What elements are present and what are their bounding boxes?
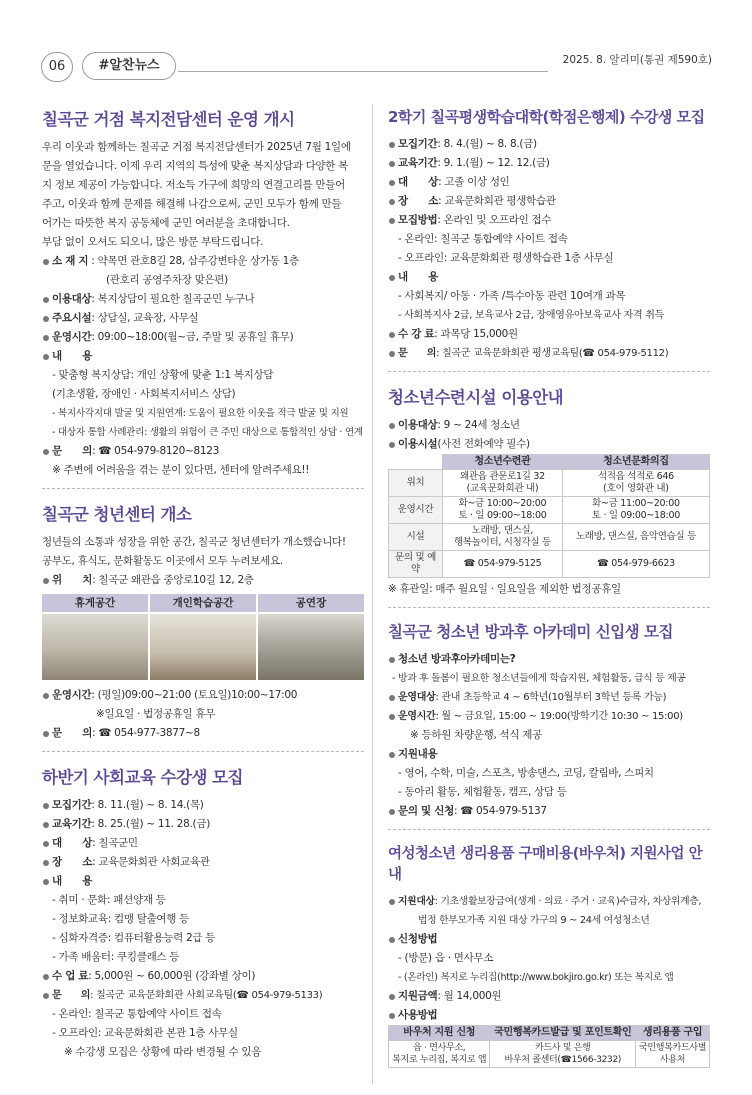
article-title: 칠곡군 청소년 방과후 아카데미 신입생 모집 xyxy=(388,623,673,641)
column-divider xyxy=(372,104,373,1084)
intro-line: 어가는 따뜻한 복지 공동체에 군민 여러분을 초대합니다. xyxy=(42,217,290,229)
table-cell xyxy=(389,1041,490,1068)
item-key: 모집기간 xyxy=(398,138,438,150)
page-header xyxy=(0,0,752,92)
column-header: 청소년문화의집 xyxy=(562,455,709,470)
cell-line: 노래방, 댄스실, xyxy=(471,525,534,536)
article-title: 칠곡군 청년센터 개소 xyxy=(42,505,192,524)
item-value: : 칠곡군 교육문화회관 사회교육팀(☎ 054-979-5133) xyxy=(90,990,323,1001)
item-value: : 칠곡군 교육문화회관 평생교육팀(☎ 054-979-5112) xyxy=(436,348,669,359)
cell-line: (호이 영화관 내) xyxy=(603,483,669,494)
article-title: 2학기 칠곡평생학습대학(학점은행제) 수강생 모집 xyxy=(388,108,705,126)
table-cell xyxy=(443,551,563,578)
item-key: 문 의 xyxy=(52,990,91,1001)
contact-item xyxy=(42,986,364,1005)
article-title: 청소년수련시설 이용안내 xyxy=(388,388,564,407)
content-line: - 사회복지/ 아동 · 가족 /특수아동 관련 10여개 과목 xyxy=(398,290,626,302)
intro-line: 청년들의 소통과 성장을 위한 공간, 칠곡군 청년센터가 개소했습니다! xyxy=(42,536,346,548)
intro-line: 공부도, 휴식도, 문화활동도 이곳에서 모두 누려보세요. xyxy=(42,555,283,567)
cell-line: 노래방, 댄스실, 음악연습실 등 xyxy=(575,531,696,542)
table-header-row xyxy=(389,1026,710,1041)
cell-line: 토 · 일 09:00~18:00 xyxy=(591,510,680,521)
study-room-photo xyxy=(150,614,256,680)
lounge-photo xyxy=(42,614,148,680)
item-key: 이용대상 xyxy=(52,293,92,305)
intro-line: 문을 열었습니다. 이제 우리 지역의 특성에 맞춘 복지상담과 다양한 복 xyxy=(42,160,348,172)
item-value: : 칠곡군민 xyxy=(92,837,138,849)
edu-period-item xyxy=(388,154,710,173)
lifelong-learning-article xyxy=(388,106,710,363)
row-header: 문의 및 예약 xyxy=(389,551,443,578)
item-value: : ☎ 054-979-8120~8123 xyxy=(92,445,219,457)
recruit-item xyxy=(388,135,710,154)
item-value: : 8. 25.(월) ~ 11. 28.(금) xyxy=(91,818,210,830)
table-corner xyxy=(389,455,443,470)
table-row xyxy=(389,497,710,524)
photo-hall xyxy=(258,594,364,680)
item-value: : (평일)09:00~21:00 (토요일)10:00~17:00 xyxy=(91,689,298,701)
cell-line: ☎ 054-979-6623 xyxy=(596,558,675,569)
intro-line: 부담 없이 오셔도 되오니, 많은 방문 부탁드립니다. xyxy=(42,236,264,248)
use-item xyxy=(388,1006,710,1025)
table-row xyxy=(389,470,710,497)
item-value: : 온라인 및 오프라인 접수 xyxy=(437,214,552,226)
item-value: : 8. 11.(월) ~ 8. 14.(목) xyxy=(91,799,204,811)
cell-line: 국민행복카드사별 xyxy=(639,1043,707,1053)
item-value: : 9 ~ 24세 청소년 xyxy=(437,419,520,431)
content-line: - 정보화교육: 컴맹 탈출여행 등 xyxy=(52,913,189,925)
section-divider xyxy=(388,371,710,372)
table-cell xyxy=(443,470,563,497)
table-cell xyxy=(562,470,709,497)
what-line: - 방과 후 돌봄이 필요한 청소년들에게 학습지원, 체험활동, 급식 등 제공 xyxy=(392,673,686,684)
cell-line: ☎ 054-979-5125 xyxy=(463,558,542,569)
recruit-item xyxy=(42,796,364,815)
amount-item xyxy=(388,987,710,1006)
performance-hall-photo xyxy=(258,614,364,680)
table-cell xyxy=(562,497,709,524)
section-divider xyxy=(388,607,710,608)
item-value: : 8. 4.(월) ~ 8. 8.(금) xyxy=(437,138,537,150)
content-item xyxy=(42,872,364,891)
target-item xyxy=(388,688,710,707)
row-header: 위치 xyxy=(389,470,443,497)
location-item xyxy=(42,571,364,590)
table-header-row xyxy=(389,455,710,470)
hours-item xyxy=(42,328,364,347)
article-title: 칠곡군 거점 복지전담센터 운영 개시 xyxy=(42,110,295,129)
item-key: 모집방법 xyxy=(398,214,438,226)
contact-item xyxy=(42,442,364,461)
right-column xyxy=(388,106,710,1068)
target-item xyxy=(42,834,364,853)
item-key: 문의 및 신청 xyxy=(398,805,454,817)
item-value: : 09:00~18:00(월~금, 주말 및 공휴일 휴무) xyxy=(91,331,294,343)
content-line: - 맞춤형 복지상담: 개인 상황에 맞춘 1:1 복지상담 xyxy=(52,369,274,381)
item-key: 장 소 xyxy=(52,856,93,868)
photo-caption: 휴게공간 xyxy=(42,594,148,612)
method-line: - 오프라인: 교육문화회관 평생학습관 1층 사무실 xyxy=(398,252,614,264)
intro-line: 우리 이웃과 함께하는 칠곡군 거점 복지전담센터가 2025년 7월 1일에 xyxy=(42,141,351,153)
contact-item xyxy=(388,344,710,363)
cell-line: 복지로 누리집, 복지로 앱 xyxy=(392,1055,487,1065)
item-value: : 고졸 이상 성인 xyxy=(438,176,510,188)
item-key: 수 업 료 xyxy=(52,970,89,982)
item-key: 주요시설 xyxy=(52,312,92,324)
youth-center-article xyxy=(42,501,364,743)
item-key: 신청방법 xyxy=(398,933,438,945)
facility-item xyxy=(42,309,364,328)
item-key: 수 강 료 xyxy=(398,328,435,340)
target-item xyxy=(388,173,710,192)
contact-item xyxy=(42,724,364,743)
table-cell xyxy=(562,551,709,578)
section-tag: #알찬뉴스 xyxy=(82,52,176,80)
item-key: 위 치 xyxy=(52,574,93,586)
article-title: 여성청소년 생리용품 구매비용(바우처) 지원사업 안내 xyxy=(388,846,703,883)
content-line: - 복지사각지대 발굴 및 지원연계: 도움이 필요한 이웃을 적극 발굴 및 지원 xyxy=(52,408,349,419)
content-line: - 사회복지사 2급, 보육교사 2급, 장애영유아보육교사 자격 취득 xyxy=(398,310,664,321)
photo-study xyxy=(150,594,256,680)
method-line: - 온라인: 칠곡군 통합예약 사이트 접속 xyxy=(52,1008,222,1020)
column-header: 바우처 지원 신청 xyxy=(389,1026,490,1041)
content-line: - 대상자 통합 사례관리: 생활의 위험이 큰 주민 대상으로 통합적인 상담 · 연계 xyxy=(52,427,363,438)
item-key: 문 의 xyxy=(52,445,93,457)
item-key: 사용방법 xyxy=(398,1009,438,1021)
item-key: 운영시간 xyxy=(52,331,92,343)
item-key: 운영대상 xyxy=(398,692,436,703)
facility-item xyxy=(388,435,710,454)
content-item xyxy=(388,268,710,287)
address-item xyxy=(42,252,364,271)
voucher-article xyxy=(388,842,710,1068)
item-value: : 기초생활보장급여(생계 · 의료 · 주거 · 교육)수급자, 차상위계층, xyxy=(434,896,702,907)
cell-line: 토 · 일 09:00~18:00 xyxy=(458,510,547,521)
support-item xyxy=(388,745,710,764)
intro-line: 지 정보 제공이 가능합니다. 저소득 가구에 희망의 연결고리를 만들어 xyxy=(42,179,345,191)
content-item xyxy=(42,347,364,366)
item-key: 교육기간 xyxy=(398,157,438,169)
cell-line: 석적읍 석적로 646 xyxy=(597,471,674,482)
hours-item xyxy=(388,707,710,726)
item-key: 운영시간 xyxy=(398,711,436,722)
item-value: : 교육문화회관 평생학습관 xyxy=(438,195,556,207)
afterschool-academy-article xyxy=(388,620,710,821)
note: ※ 주변에 어려움을 겪는 분이 있다면, 센터에 알려주세요!! xyxy=(52,464,310,476)
content-line: - 취미 · 문화: 패션양재 등 xyxy=(52,894,166,906)
item-key: 지원금액 xyxy=(398,990,438,1002)
target-item xyxy=(42,290,364,309)
item-value: (사전 전화예약 필수) xyxy=(437,438,530,450)
table-cell xyxy=(562,524,709,551)
photo-caption: 공연장 xyxy=(258,594,364,612)
address-sub: (관호리 공영주차장 맞은편) xyxy=(106,274,228,286)
item-value: : 월 ~ 금요일, 15:00 ~ 19:00(방학기간 10:30 ~ 15:00) xyxy=(435,711,683,722)
cell-line: 왜관읍 관문로1길 32 xyxy=(460,471,545,482)
item-value: : 상담실, 교육장, 사무실 xyxy=(91,312,199,324)
item-value: : 5,000원 ~ 60,000원 (강좌별 상이) xyxy=(88,970,256,982)
column-header: 생리용품 구입 xyxy=(636,1026,710,1041)
cell-line: 화~금 10:00~20:00 xyxy=(458,498,547,509)
item-key: 이용시설 xyxy=(398,438,438,450)
item-key: 청소년 방과후아카데미는? xyxy=(398,653,516,665)
row-header: 시설 xyxy=(389,524,443,551)
item-key: 문 의 xyxy=(398,348,437,359)
target-item xyxy=(388,892,710,911)
item-key: 장 소 xyxy=(398,195,439,207)
note: ※ 수강생 모집은 상황에 따라 변경될 수 있음 xyxy=(64,1046,262,1058)
cell-line: 읍 · 면사무소, xyxy=(413,1043,466,1053)
item-key: 소 재 지 xyxy=(52,255,89,267)
left-column xyxy=(42,106,364,1062)
row-header: 운영시간 xyxy=(389,497,443,524)
hours-note: ※일요일 · 법정공휴일 휴무 xyxy=(96,708,216,720)
apply-line: - (온라인) 복지로 누리집(http://www.bokjiro.go.kr) 또는 복지로 앱 xyxy=(398,972,674,983)
item-value: : ☎ 054-979-5137 xyxy=(453,805,547,817)
table-cell xyxy=(443,497,563,524)
photo-strip xyxy=(42,594,364,680)
article-intro xyxy=(42,533,364,571)
item-key: 지원대상 xyxy=(398,896,435,907)
support-line: - 동아리 활동, 체험활동, 캠프, 상담 등 xyxy=(398,786,567,798)
issue-info: 2025. 8. 알리미(통권 제590호) xyxy=(562,54,712,66)
method-line: - 오프라인: 교육문화회관 본관 1층 사무실 xyxy=(52,1027,238,1039)
place-item xyxy=(388,192,710,211)
item-key: 문 의 xyxy=(52,727,93,739)
target-item xyxy=(388,416,710,435)
support-line: - 영어, 수학, 미술, 스포츠, 방송댄스, 코딩, 칼림바, 스피치 xyxy=(398,767,654,779)
header-rule xyxy=(178,71,548,72)
cell-line: (교육문화회관 내) xyxy=(466,483,539,494)
fee-item xyxy=(388,325,710,344)
note: ※ 휴관일: 매주 월요일 · 일요일을 제외한 법정공휴일 xyxy=(388,583,621,595)
section-divider xyxy=(388,829,710,830)
item-key: 대 상 xyxy=(398,176,439,188)
item-key: 내 용 xyxy=(398,271,439,283)
item-value: : 복지상담이 필요한 칠곡군민 누구나 xyxy=(91,293,255,305)
cell-line: 카드사 및 은행 xyxy=(535,1043,591,1053)
table-cell xyxy=(443,524,563,551)
cell-line: 바우처 콜센터(☎1566-3232) xyxy=(504,1055,622,1065)
photo-caption: 개인학습공간 xyxy=(150,594,256,612)
item-key: 내 용 xyxy=(52,350,93,362)
column-header: 국민행복카드발급 및 포인트확인 xyxy=(490,1026,636,1041)
section-divider xyxy=(42,751,364,752)
item-value: : 관내 초등학교 4 ~ 6학년(10월부터 3학년 등록 가능) xyxy=(435,692,667,703)
item-value: : 9. 1.(월) ~ 12. 12.(금) xyxy=(437,157,550,169)
fee-item xyxy=(42,967,364,986)
contact-item xyxy=(388,802,710,821)
photo-lounge xyxy=(42,594,148,680)
item-value: : 월 14,000원 xyxy=(437,990,502,1002)
place-item xyxy=(42,853,364,872)
table-row xyxy=(389,551,710,578)
voucher-table xyxy=(388,1025,710,1068)
column-header: 청소년수련관 xyxy=(443,455,563,470)
hours-item xyxy=(42,686,364,705)
article-intro xyxy=(42,138,364,252)
content-line: - 심화자격증: 컴퓨터활용능력 2급 등 xyxy=(52,932,216,944)
article-title: 하반기 사회교육 수강생 모집 xyxy=(42,768,244,787)
table-cell xyxy=(490,1041,636,1068)
page-number: 06 xyxy=(41,52,73,82)
cell-line: 행복놀이터, 시청각실 등 xyxy=(453,537,551,548)
item-key: 교육기간 xyxy=(52,818,92,830)
table-row xyxy=(389,524,710,551)
item-value: : 약목면 관호8길 28, 삼주강변타운 상가동 1층 xyxy=(91,255,299,267)
social-education-article xyxy=(42,764,364,1062)
edu-period-item xyxy=(42,815,364,834)
item-value: : 과목당 15,000원 xyxy=(434,328,518,340)
item-key: 대 상 xyxy=(52,837,93,849)
item-key: 지원내용 xyxy=(398,748,438,760)
item-value: : 칠곡군 왜관읍 중앙로10길 12, 2층 xyxy=(92,574,254,586)
method-line: - 온라인: 칠곡군 통합예약 사이트 접속 xyxy=(398,233,568,245)
content-line: - 가족 배움터: 쿠킹클래스 등 xyxy=(52,951,180,963)
item-key: 내 용 xyxy=(52,875,93,887)
cell-line: 사용처 xyxy=(659,1055,686,1065)
content-line: (기초생활, 장애인 · 사회복지서비스 상담) xyxy=(52,388,236,400)
section-divider xyxy=(42,488,364,489)
cell-line: 화~금 11:00~20:00 xyxy=(592,498,680,509)
item-value: : ☎ 054-977-3877~8 xyxy=(92,727,200,739)
youth-facility-article xyxy=(388,384,710,599)
what-item xyxy=(388,650,710,669)
table-row xyxy=(389,1041,710,1068)
facility-table xyxy=(388,454,710,578)
item-value: : 교육문화회관 사회교육관 xyxy=(92,856,210,868)
item-key: 운영시간 xyxy=(52,689,92,701)
apply-item xyxy=(388,930,710,949)
table-cell xyxy=(636,1041,710,1068)
intro-line: 주고, 이웃과 함께 문제를 해결해 나감으로써, 군민 모두가 함께 만들 xyxy=(42,198,342,210)
item-key: 모집기간 xyxy=(52,799,92,811)
target-sub: 법정 한부모가족 지원 대상 가구의 9 ~ 24세 여성청소년 xyxy=(418,915,650,926)
welfare-center-article xyxy=(42,106,364,480)
hours-note: ※ 등하원 차량운행, 석식 제공 xyxy=(410,729,542,741)
method-item xyxy=(388,211,710,230)
apply-line: - (방문) 읍 · 면사무소 xyxy=(398,952,494,964)
item-key: 이용대상 xyxy=(398,419,438,431)
